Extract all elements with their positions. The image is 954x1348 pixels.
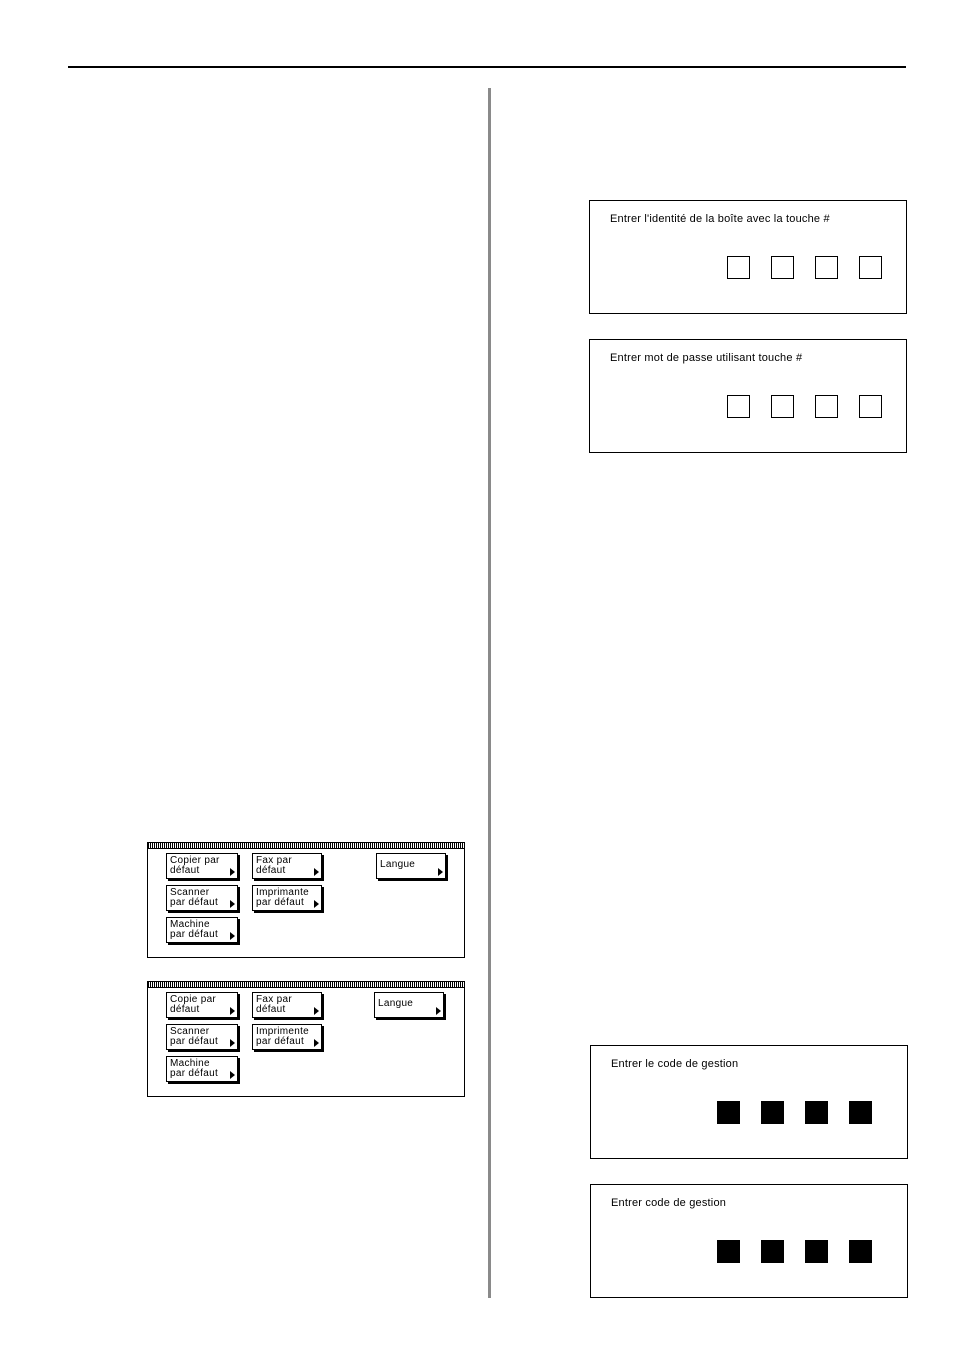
management-code-panel-1 [590,1045,908,1159]
arrow-right-icon [436,1007,441,1015]
button-label: Fax par [256,855,293,866]
button-label: par défaut [256,897,305,908]
arrow-right-icon [230,900,235,908]
button-label: Copier par [170,855,220,866]
box-id-digit-fields[interactable] [727,256,882,279]
button-label: Scanner [170,1026,210,1037]
default-settings-menu-2 [147,981,465,1097]
arrow-right-icon [230,1007,235,1015]
button-label: par défaut [256,1036,305,1047]
digit-box-filled[interactable] [717,1240,740,1263]
arrow-right-icon [438,868,443,876]
default-settings-menu-1 [147,842,465,958]
digit-box[interactable] [727,395,750,418]
arrow-right-icon [230,1039,235,1047]
management-code-digit-fields[interactable] [717,1101,872,1124]
arrow-right-icon [314,1007,319,1015]
copier-default-button[interactable] [166,853,238,879]
digit-box[interactable] [771,256,794,279]
management-code-digit-fields[interactable] [717,1240,872,1263]
button-label: défaut [170,1004,200,1015]
arrow-right-icon [230,932,235,940]
column-divider [488,88,491,1298]
button-label: défaut [256,1004,286,1015]
arrow-right-icon [230,1071,235,1079]
button-label: défaut [256,865,286,876]
copier-default-button[interactable] [166,992,238,1018]
digit-box[interactable] [727,256,750,279]
box-id-prompt: Entrer l'identité de la boîte avec la touche # [610,213,830,225]
button-label: par défaut [170,929,219,940]
scanner-default-button[interactable] [166,885,238,911]
button-label: Langue [378,998,414,1009]
arrow-right-icon [314,900,319,908]
button-label: Imprimante [256,887,310,898]
language-button[interactable] [374,992,444,1018]
button-label: Scanner [170,887,210,898]
digit-box-filled[interactable] [761,1240,784,1263]
button-label: Fax par [256,994,293,1005]
digit-box-filled[interactable] [717,1101,740,1124]
management-code-prompt: Entrer code de gestion [611,1197,727,1209]
box-id-panel [589,200,907,314]
menu-title-bar [148,843,464,849]
button-label: Machine [170,1058,210,1069]
arrow-right-icon [314,868,319,876]
management-code-prompt: Entrer le code de gestion [611,1058,739,1070]
machine-default-button[interactable] [166,1056,238,1082]
button-label: par défaut [170,1036,219,1047]
header-rule [68,66,906,68]
digit-box[interactable] [771,395,794,418]
button-label: Langue [380,859,416,870]
button-label: par défaut [170,897,219,908]
button-label: Imprimente [256,1026,310,1037]
fax-default-button[interactable] [252,992,322,1018]
digit-box-filled[interactable] [805,1101,828,1124]
machine-default-button[interactable] [166,917,238,943]
digit-box[interactable] [859,395,882,418]
fax-default-button[interactable] [252,853,322,879]
password-digit-fields[interactable] [727,395,882,418]
language-button[interactable] [376,853,446,879]
password-prompt: Entrer mot de passe utilisant touche # [610,352,803,364]
printer-default-button[interactable] [252,885,322,911]
digit-box-filled[interactable] [849,1101,872,1124]
digit-box[interactable] [815,395,838,418]
scanner-default-button[interactable] [166,1024,238,1050]
button-label: par défaut [170,1068,219,1079]
digit-box[interactable] [859,256,882,279]
arrow-right-icon [314,1039,319,1047]
digit-box-filled[interactable] [849,1240,872,1263]
password-panel [589,339,907,453]
printer-default-button[interactable] [252,1024,322,1050]
button-label: défaut [170,865,200,876]
arrow-right-icon [230,868,235,876]
digit-box-filled[interactable] [761,1101,784,1124]
digit-box[interactable] [815,256,838,279]
management-code-panel-2 [590,1184,908,1298]
digit-box-filled[interactable] [805,1240,828,1263]
button-label: Machine [170,919,210,930]
menu-title-bar [148,982,464,988]
button-label: Copie par [170,994,217,1005]
